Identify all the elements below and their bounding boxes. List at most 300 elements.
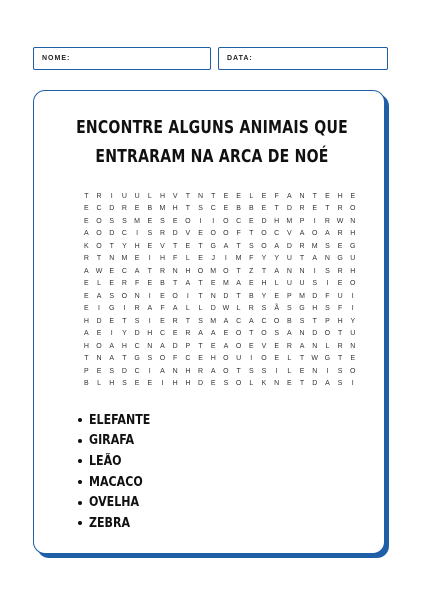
grid-letter[interactable]: L [287,367,292,375]
grid-letter[interactable]: I [351,305,354,313]
grid-letter[interactable]: O [350,367,356,375]
grid-letter[interactable]: A [84,330,89,338]
grid-letter[interactable]: S [147,355,153,363]
grid-letter[interactable]: R [286,342,292,350]
grid-letter[interactable]: D [210,305,216,313]
grid-letter[interactable]: T [299,380,305,388]
grid-letter[interactable]: E [134,380,140,388]
grid-letter[interactable]: D [312,330,318,338]
grid-letter[interactable]: L [97,380,101,388]
grid-letter[interactable]: A [223,242,229,250]
grid-letter[interactable]: E [223,205,229,213]
grid-letter[interactable]: P [299,217,305,225]
grid-letter[interactable]: P [185,342,191,350]
grid-letter[interactable]: R [337,205,343,213]
grid-letter[interactable]: S [274,330,279,338]
grid-letter[interactable]: R [324,217,330,225]
grid-letter[interactable]: U [286,255,292,263]
grid-letter[interactable]: R [337,267,343,275]
grid-letter[interactable]: Y [350,317,356,325]
grid-letter[interactable]: N [172,367,178,375]
grid-letter[interactable]: S [109,217,115,225]
grid-letter[interactable]: O [96,242,102,250]
grid-letter[interactable]: H [121,342,127,350]
grid-letter[interactable]: O [324,330,331,338]
grid-letter[interactable]: A [160,342,165,350]
grid-letter[interactable]: G [337,255,343,263]
grid-letter[interactable]: F [249,255,254,263]
grid-letter[interactable]: C [96,205,102,213]
grid-letter[interactable]: E [147,280,153,288]
grid-letter[interactable]: V [185,230,191,238]
grid-letter[interactable]: D [261,217,267,225]
grid-letter[interactable]: E [337,242,343,250]
grid-letter[interactable]: Y [261,255,267,263]
grid-letter[interactable]: U [299,280,305,288]
grid-letter[interactable]: A [236,280,241,288]
grid-letter[interactable]: E [248,342,254,350]
grid-letter[interactable]: R [185,330,191,338]
grid-letter[interactable]: I [275,367,278,375]
grid-letter[interactable]: E [84,280,89,288]
grid-letter[interactable]: A [248,317,254,325]
grid-letter[interactable]: O [235,380,242,388]
grid-letter[interactable]: I [250,355,253,363]
grid-letter[interactable]: S [261,367,267,375]
grid-letter[interactable]: V [172,192,178,200]
grid-letter[interactable]: E [261,205,267,213]
grid-letter[interactable]: I [326,280,329,288]
grid-letter[interactable]: V [160,242,165,250]
grid-letter[interactable]: T [185,192,190,200]
grid-letter[interactable]: B [236,205,241,213]
grid-letter[interactable]: M [235,255,242,263]
grid-letter[interactable]: A [147,305,153,313]
grid-letter[interactable]: H [337,192,343,200]
grid-letter[interactable]: A [172,305,178,313]
grid-letter[interactable]: S [147,230,153,238]
grid-letter[interactable]: E [160,317,165,325]
grid-letter[interactable]: S [325,305,330,313]
grid-letter[interactable]: T [312,317,317,325]
grid-letter[interactable]: S [299,317,305,325]
grid-letter[interactable]: A [325,230,330,238]
grid-letter[interactable]: E [223,192,229,200]
grid-letter[interactable]: F [274,192,279,200]
grid-letter[interactable]: S [134,317,140,325]
grid-letter[interactable]: A [299,342,305,350]
grid-letter[interactable]: A [223,342,229,350]
grid-letter[interactable]: O [350,280,356,288]
grid-letter[interactable]: H [159,192,165,200]
grid-letter[interactable]: I [161,380,164,388]
grid-letter[interactable]: O [261,230,267,238]
grid-letter[interactable]: T [274,205,279,213]
grid-letter[interactable]: L [249,192,254,200]
grid-letter[interactable]: N [299,267,305,275]
grid-letter[interactable]: N [147,342,153,350]
grid-letter[interactable]: T [198,242,203,250]
grid-letter[interactable]: H [185,380,191,388]
grid-letter[interactable]: I [110,330,113,338]
grid-letter[interactable]: E [274,355,279,363]
grid-letter[interactable]: A [274,267,279,275]
grid-letter[interactable]: R [299,242,305,250]
grid-letter[interactable]: E [96,367,102,375]
grid-letter[interactable]: H [134,242,140,250]
grid-letter[interactable]: A [109,342,115,350]
grid-letter[interactable]: A [312,255,318,263]
grid-letter[interactable]: W [311,355,319,363]
grid-letter[interactable]: R [159,267,165,275]
grid-letter[interactable]: N [299,192,305,200]
grid-letter[interactable]: E [172,330,178,338]
grid-letter[interactable]: I [326,367,329,375]
grid-letter[interactable]: H [83,317,89,325]
grid-letter[interactable]: S [337,367,343,375]
grid-letter[interactable]: O [159,355,166,363]
grid-letter[interactable]: S [198,205,203,213]
grid-letter[interactable]: M [311,242,318,250]
grid-letter[interactable]: E [287,380,292,388]
grid-letter[interactable]: E [96,330,102,338]
grid-letter[interactable]: M [299,292,305,300]
grid-letter[interactable]: D [109,205,115,213]
grid-letter[interactable]: N [134,292,140,300]
grid-letter[interactable]: O [223,367,229,375]
grid-letter[interactable]: D [286,205,292,213]
grid-letter[interactable]: A [96,292,102,300]
grid-letter[interactable]: R [96,192,102,200]
grid-letter[interactable]: L [287,355,292,363]
grid-letter[interactable]: U [134,192,140,200]
grid-letter[interactable]: N [274,380,280,388]
grid-letter[interactable]: O [311,230,318,238]
grid-letter[interactable]: I [313,267,316,275]
grid-letter[interactable]: R [299,205,305,213]
grid-letter[interactable]: O [197,267,204,275]
grid-letter[interactable]: Y [122,242,127,250]
grid-letter[interactable]: H [210,355,216,363]
grid-letter[interactable]: L [185,255,190,263]
grid-letter[interactable]: O [261,330,267,338]
grid-letter[interactable]: N [172,267,178,275]
grid-letter[interactable]: E [172,217,178,225]
grid-letter[interactable]: E [84,305,89,313]
grid-letter[interactable]: E [210,280,216,288]
grid-letter[interactable]: M [210,317,217,325]
grid-letter[interactable]: M [286,217,293,225]
grid-letter[interactable]: H [147,330,153,338]
grid-letter[interactable]: T [185,205,190,213]
grid-letter[interactable]: F [173,355,178,363]
grid-letter[interactable]: V [287,230,292,238]
grid-letter[interactable]: P [325,317,330,325]
grid-letter[interactable]: E [147,242,153,250]
grid-letter[interactable]: A [134,267,140,275]
grid-letter[interactable]: W [336,217,344,225]
grid-letter[interactable]: Y [274,255,279,263]
grid-letter[interactable]: U [236,355,242,363]
grid-letter[interactable]: T [325,205,330,213]
grid-letter[interactable]: I [148,367,151,375]
grid-letter[interactable]: T [198,280,203,288]
grid-letter[interactable]: I [212,217,215,225]
grid-letter[interactable]: H [312,305,318,313]
grid-letter[interactable]: T [236,292,241,300]
grid-letter[interactable]: D [172,230,178,238]
grid-letter[interactable]: A [287,192,292,200]
grid-letter[interactable]: C [134,367,140,375]
grid-letter[interactable]: I [148,255,151,263]
grid-letter[interactable]: U [286,280,292,288]
grid-letter[interactable]: F [236,230,241,238]
grid-letter[interactable]: T [173,242,178,250]
grid-letter[interactable]: E [160,292,165,300]
grid-letter[interactable]: E [134,255,140,263]
grid-letter[interactable]: T [249,330,254,338]
grid-letter[interactable]: H [159,255,165,263]
grid-letter[interactable]: T [211,192,216,200]
grid-letter[interactable]: T [122,355,127,363]
grid-letter[interactable]: T [173,280,178,288]
grid-letter[interactable]: H [185,367,191,375]
grid-letter[interactable]: A [223,317,229,325]
grid-letter[interactable]: I [224,255,227,263]
grid-letter[interactable]: L [325,342,330,350]
grid-letter[interactable]: E [210,380,216,388]
grid-letter[interactable]: E [109,280,115,288]
grid-letter[interactable]: T [109,242,114,250]
grid-letter[interactable]: O [235,330,242,338]
grid-letter[interactable]: S [122,217,127,225]
grid-letter[interactable]: T [198,292,203,300]
grid-letter[interactable]: A [287,330,292,338]
grid-letter[interactable]: S [160,217,165,225]
grid-letter[interactable]: C [236,217,242,225]
grid-letter[interactable]: O [172,292,178,300]
grid-letter[interactable]: W [222,305,230,313]
grid-letter[interactable]: F [134,280,140,288]
grid-letter[interactable]: O [235,342,242,350]
grid-letter[interactable]: H [350,230,356,238]
grid-letter[interactable]: G [210,242,216,250]
grid-letter[interactable]: L [236,305,241,313]
grid-letter[interactable]: R [83,255,89,263]
grid-letter[interactable]: H [350,267,356,275]
grid-letter[interactable]: E [350,355,356,363]
grid-letter[interactable]: R [172,317,178,325]
grid-letter[interactable]: A [325,380,330,388]
grid-letter[interactable]: A [299,230,305,238]
grid-letter[interactable]: E [299,367,305,375]
grid-letter[interactable]: E [261,192,267,200]
date-field[interactable] [218,47,388,70]
grid-letter[interactable]: E [198,255,203,263]
grid-letter[interactable]: O [96,342,102,350]
grid-letter[interactable]: B [248,205,254,213]
grid-letter[interactable]: D [121,367,127,375]
grid-letter[interactable]: T [198,342,203,350]
grid-letter[interactable]: D [312,292,318,300]
grid-letter[interactable]: Y [261,292,267,300]
grid-letter[interactable]: E [147,380,153,388]
grid-letter[interactable]: T [236,267,241,275]
grid-letter[interactable]: E [248,217,254,225]
grid-letter[interactable]: O [273,317,280,325]
grid-letter[interactable]: C [159,330,165,338]
grid-letter[interactable]: H [172,205,178,213]
grid-letter[interactable]: H [337,317,343,325]
grid-letter[interactable]: S [248,242,254,250]
grid-letter[interactable]: L [249,380,254,388]
grid-letter[interactable]: O [96,217,102,225]
grid-letter[interactable]: N [312,342,318,350]
grid-letter[interactable]: I [148,292,151,300]
grid-letter[interactable]: M [210,267,217,275]
grid-letter[interactable]: T [312,192,317,200]
grid-letter[interactable]: L [198,305,203,313]
grid-letter[interactable]: A [210,367,216,375]
grid-letter[interactable]: L [274,280,279,288]
grid-letter[interactable]: B [147,205,153,213]
grid-letter[interactable]: F [337,305,343,313]
grid-letter[interactable]: O [185,217,191,225]
grid-letter[interactable]: H [83,342,89,350]
grid-letter[interactable]: D [109,230,115,238]
grid-letter[interactable]: I [351,292,354,300]
grid-letter[interactable]: T [122,317,127,325]
grid-letter[interactable]: E [147,217,153,225]
grid-letter[interactable]: I [136,230,139,238]
grid-letter[interactable]: S [223,380,229,388]
grid-letter[interactable]: A [160,367,165,375]
grid-letter[interactable]: R [337,230,343,238]
grid-letter[interactable]: O [261,242,267,250]
grid-letter[interactable]: N [324,255,330,263]
grid-letter[interactable]: E [198,355,203,363]
grid-letter[interactable]: N [96,355,102,363]
grid-letter[interactable]: R [134,305,140,313]
grid-letter[interactable]: T [84,192,89,200]
grid-letter[interactable]: N [299,330,305,338]
grid-letter[interactable]: N [312,367,318,375]
grid-letter[interactable]: S [261,305,267,313]
grid-letter[interactable]: G [134,355,140,363]
grid-letter[interactable]: V [261,342,267,350]
grid-letter[interactable]: P [287,292,292,300]
grid-letter[interactable]: R [121,205,127,213]
grid-letter[interactable]: S [325,242,330,250]
grid-letter[interactable]: C [236,317,242,325]
grid-letter[interactable]: F [325,292,330,300]
grid-letter[interactable]: B [287,317,292,325]
grid-letter[interactable]: L [185,305,190,313]
grid-letter[interactable]: T [185,317,190,325]
grid-letter[interactable]: D [312,380,318,388]
grid-letter[interactable]: S [287,305,292,313]
grid-letter[interactable]: R [198,367,204,375]
grid-letter[interactable]: U [350,255,356,263]
grid-letter[interactable]: D [172,342,178,350]
grid-letter[interactable]: L [147,192,152,200]
grid-letter[interactable]: P [84,367,89,375]
grid-letter[interactable]: B [248,292,254,300]
grid-letter[interactable]: T [84,355,89,363]
grid-letter[interactable]: K [84,242,89,250]
grid-letter[interactable]: G [108,305,115,313]
grid-letter[interactable]: M [121,255,128,263]
grid-letter[interactable]: G [350,242,356,250]
grid-letter[interactable]: T [299,255,305,263]
grid-letter[interactable]: U [337,292,343,300]
grid-letter[interactable]: N [109,255,115,263]
grid-letter[interactable]: I [148,317,151,325]
grid-letter[interactable]: E [274,342,279,350]
grid-letter[interactable]: O [96,230,102,238]
grid-letter[interactable]: T [249,230,254,238]
grid-letter[interactable]: G [324,355,331,363]
grid-letter[interactable]: D [223,292,229,300]
grid-letter[interactable]: T [299,355,305,363]
grid-letter[interactable]: W [95,267,103,275]
grid-letter[interactable]: S [312,280,318,288]
grid-letter[interactable]: C [121,267,127,275]
grid-letter[interactable]: N [350,342,356,350]
grid-letter[interactable]: D [198,380,204,388]
grid-letter[interactable]: O [223,267,229,275]
grid-letter[interactable]: I [199,217,202,225]
grid-letter[interactable]: D [286,242,292,250]
grid-letter[interactable]: U [121,192,127,200]
grid-letter[interactable]: O [223,217,229,225]
grid-letter[interactable]: I [313,217,316,225]
grid-letter[interactable]: R [159,230,165,238]
grid-letter[interactable]: T [236,242,241,250]
grid-letter[interactable]: M [159,205,166,213]
grid-letter[interactable]: E [325,192,330,200]
grid-letter[interactable]: E [248,280,254,288]
grid-letter[interactable]: S [325,267,330,275]
grid-letter[interactable]: E [223,330,229,338]
grid-letter[interactable]: A [185,280,191,288]
name-field[interactable] [33,47,211,70]
grid-letter[interactable]: E [210,342,216,350]
grid-letter[interactable]: I [98,305,100,313]
grid-letter[interactable]: E [185,242,191,250]
grid-letter[interactable]: O [261,355,267,363]
grid-letter[interactable]: B [160,280,165,288]
grid-letter[interactable]: T [261,267,267,275]
grid-letter[interactable]: U [350,330,356,338]
grid-letter[interactable]: E [84,217,89,225]
grid-letter[interactable]: E [236,192,241,200]
grid-letter[interactable]: M [134,217,141,225]
grid-letter[interactable]: O [210,230,216,238]
grid-letter[interactable]: E [109,317,115,325]
grid-letter[interactable]: S [198,317,203,325]
grid-letter[interactable]: E [312,205,318,213]
grid-letter[interactable]: E [109,267,115,275]
grid-letter[interactable]: T [147,267,152,275]
grid-letter[interactable]: S [248,367,254,375]
grid-letter[interactable]: H [109,380,115,388]
grid-letter[interactable]: E [84,292,89,300]
grid-letter[interactable]: R [248,305,254,313]
grid-letter[interactable]: S [109,292,115,300]
grid-letter[interactable]: K [261,380,267,388]
grid-letter[interactable]: N [210,292,216,300]
